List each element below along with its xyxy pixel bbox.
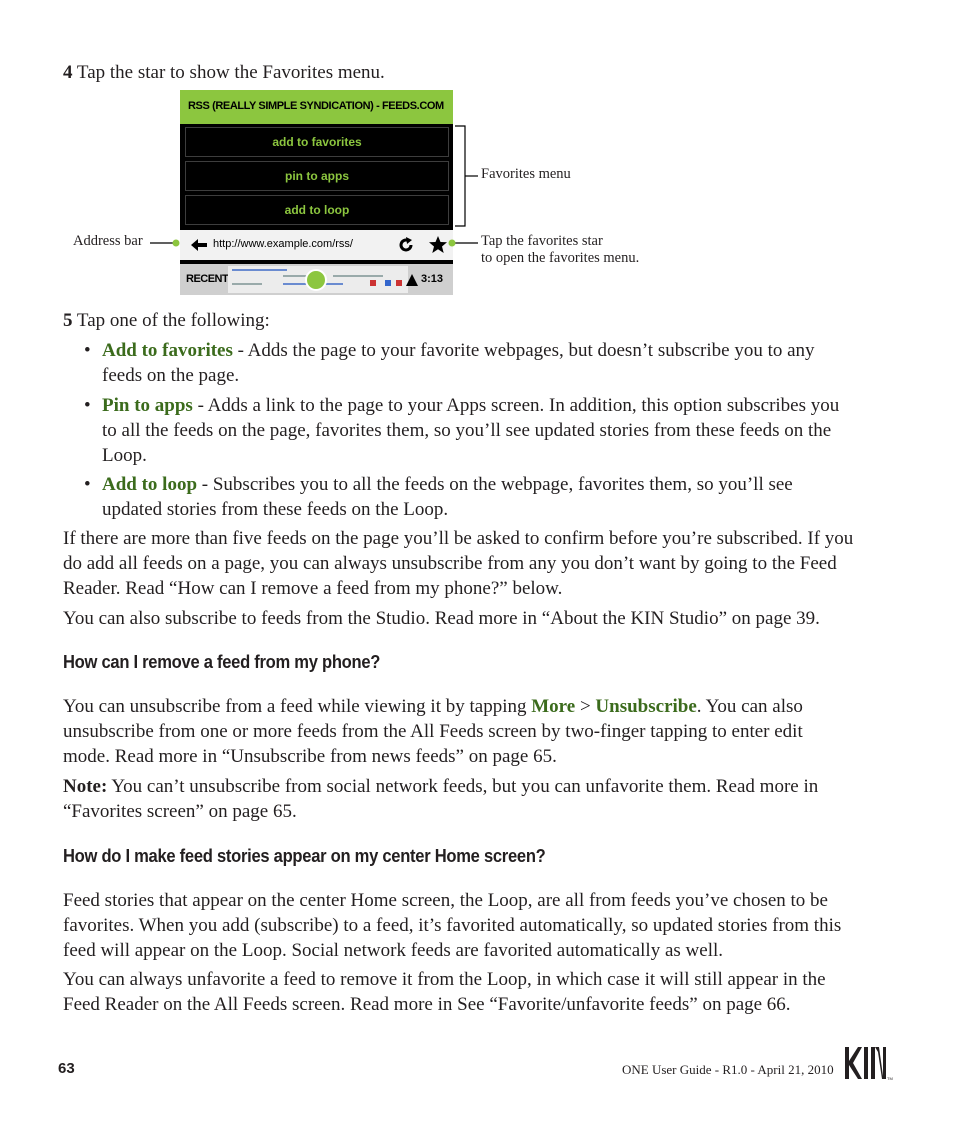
paragraph-line: favorites. When you add (subscribe) to a feed, it’s favorited automatically, so updated stories from this <box>63 915 842 936</box>
callout-star-line2: to open the favorites menu. <box>481 250 640 266</box>
term-unsubscribe: Unsubscribe <box>595 696 697 717</box>
callout-favorites-star <box>481 233 639 267</box>
callout-favorites-menu: Favorites menu <box>481 166 571 182</box>
paragraph-line: You can’t unsubscribe from social network feeds, but you can unfavorite them. Read more in <box>107 776 819 797</box>
section-heading-remove-feed: How can I remove a feed from my phone? <box>63 652 381 672</box>
paragraph-unfavorite <box>63 967 893 1017</box>
paragraph-more-feeds <box>63 526 893 601</box>
svg-text:TM: TM <box>887 1076 893 1081</box>
address-url[interactable]: http://www.example.com/rss/ <box>213 238 353 250</box>
step-5 <box>63 308 270 333</box>
bullet-line: Loop. <box>102 445 147 466</box>
separator: > <box>575 696 596 717</box>
menu-add-to-favorites[interactable]: add to favorites <box>185 127 449 157</box>
paragraph-line: “Favorites screen” on page 65. <box>63 801 297 822</box>
paragraph-line: You can always unfavorite a feed to remove it from the Loop, in which case it will still appear in the <box>63 969 826 990</box>
callout-star-line1: Tap the favorites star <box>481 233 603 249</box>
paragraph-studio: You can also subscribe to feeds from the Studio. Read more in “About the KIN Studio” on page 39. <box>63 608 820 629</box>
bullet-dot: • <box>84 340 91 361</box>
paragraph-line: You can unsubscribe from a feed while viewing it by tapping <box>63 696 532 717</box>
step-number: 5 <box>63 310 73 331</box>
step-number: 4 <box>63 62 73 83</box>
bullet-term: Pin to apps <box>102 395 193 416</box>
bullet-line: to all the feeds on the page, favorites them, so you’ll see updated stories from these feeds on the <box>102 420 832 441</box>
note-paragraph <box>63 774 893 824</box>
note-label: Note: <box>63 776 108 797</box>
paragraph-line: feed will appear on the Loop. Social network feeds are favorited automatically as well. <box>63 940 723 961</box>
menu-pin-to-apps[interactable]: pin to apps <box>185 161 449 191</box>
step-text: Tap the star to show the Favorites menu. <box>76 62 385 83</box>
paragraph-line: . You can also <box>696 696 803 717</box>
bullet-line: - Adds a link to the page to your Apps screen. In addition, this option subscribes you <box>192 395 840 416</box>
paragraph-line: Reader. Read “How can I remove a feed from my phone?” below. <box>63 578 563 599</box>
paragraph-line: unsubscribe from one or more feeds from the All Feeds screen by two-finger tapping to enter edit <box>63 721 803 742</box>
paragraph-feed-stories <box>63 888 893 963</box>
bullet-dot: • <box>84 395 91 416</box>
bullet-text <box>102 472 894 522</box>
term-more: More <box>531 696 576 717</box>
paragraph-line: If there are more than five feeds on the page you’ll be asked to confirm before you’re subscribed. If you <box>63 528 854 549</box>
step-text: Tap one of the following: <box>76 310 270 331</box>
callout-lines <box>0 0 954 300</box>
section-heading-home-screen: How do I make feed stories appear on my center Home screen? <box>63 846 546 866</box>
bullet-text <box>102 338 894 388</box>
bullet-term: Add to loop <box>102 474 198 495</box>
bullet-line: updated stories from these feeds on the Loop. <box>102 499 449 520</box>
paragraph-line: Feed stories that appear on the center Home screen, the Loop, are all from feeds you’ve chosen to be <box>63 890 828 911</box>
bullet-term: Add to favorites <box>102 340 233 361</box>
status-recent-label: RECENT <box>186 273 229 285</box>
kin-logo-icon <box>845 1046 891 1082</box>
phone-header-title: RSS (REALLY SIMPLE SYNDICATION) - FEEDS.COM <box>188 100 444 112</box>
bullet-line: feeds on the page. <box>102 365 240 386</box>
bullet-line: - Subscribes you to all the feeds on the webpage, favorites them, so you’ll see <box>197 474 793 495</box>
bullet-line: - Adds the page to your favorite webpages, but doesn’t subscribe you to any <box>232 340 815 361</box>
paragraph-line: mode. Read more in “Unsubscribe from news feeds” on page 65. <box>63 746 557 767</box>
menu-add-to-loop[interactable]: add to loop <box>185 195 449 225</box>
bullet-text <box>102 393 894 468</box>
paragraph-line: Feed Reader on the All Feeds screen. Read more in See “Favorite/unfavorite feeds” on page 66. <box>63 994 791 1015</box>
footer-guide-title: ONE User Guide - R1.0 - April 21, 2010 <box>622 1062 834 1077</box>
status-time: 3:13 <box>421 273 444 285</box>
page-number: 63 <box>58 1060 75 1077</box>
callout-address-bar: Address bar <box>73 233 143 249</box>
paragraph-line: do add all feeds on a page, you can always unsubscribe from any you don’t want by going to the Feed <box>63 553 837 574</box>
bullet-dot: • <box>84 474 91 495</box>
paragraph-unsubscribe <box>63 694 893 769</box>
